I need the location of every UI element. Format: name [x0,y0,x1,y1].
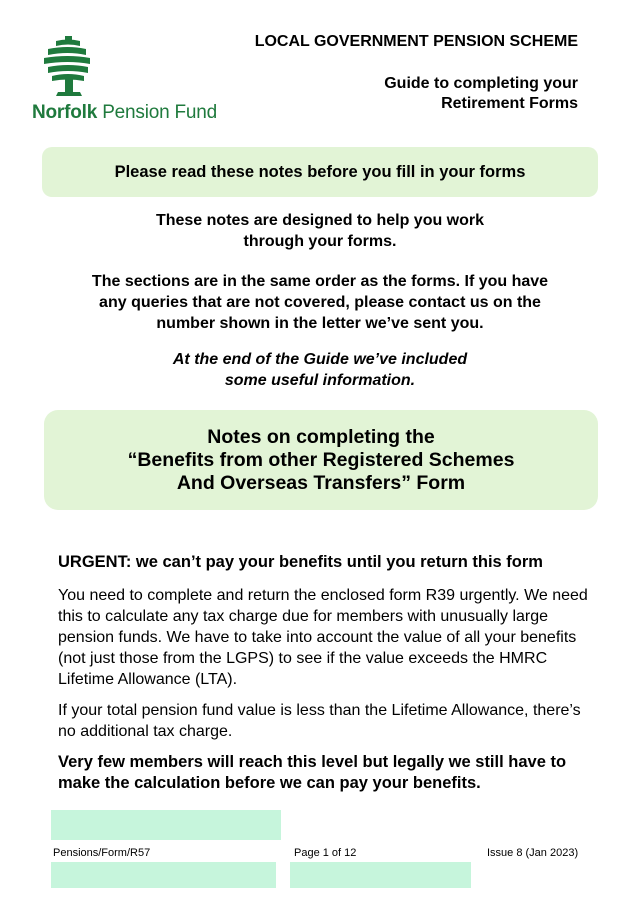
scheme-title: LOCAL GOVERNMENT PENSION SCHEME [254,33,578,50]
footer-bar-middle [290,862,471,888]
section-heading-banner: Notes on completing the “Benefits from other Registered Schemes And Overseas Transfers” Form [44,410,598,510]
logo-wordmark: Norfolk Pension Fund [32,102,218,123]
lifetime-allowance-paragraph: If your total pension fund value is less than the Lifetime Allowance, there’s no additional tax charge. [58,702,581,740]
norfolk-pension-fund-logo [30,34,230,124]
footer-page-number: Page 1 of 12 [294,847,357,859]
intro-paragraph-2: The sections are in the same order as the forms. If you have any queries that are not covered, please contact us on the number shown in the letter we’ve sent you. [91,273,549,332]
intro-paragraph-1: These notes are designed to help you work through your forms. [155,212,485,250]
read-notes-banner: Please read these notes before you fill in your forms [42,147,598,197]
calculation-note-paragraph: Very few members will reach this level but legally we still have to make the calculation before we can pay your benefits. [58,753,567,792]
tree-icon [38,34,98,98]
form-r39-paragraph: You need to complete and return the enclosed form R39 urgently. We need this to calculate any tax charge due for members with unusually large pension funds. We have to take into account the value of all your benefits (not just those from the LGPS) to see if the value exceeds the HMRC Lifetime Allowance (LTA). [58,587,588,688]
footer-bar-top [51,810,281,840]
footer-issue: Issue 8 (Jan 2023) [487,847,579,859]
guide-title: Guide to completing your Retirement Forms [384,75,578,112]
footer-form-ref: Pensions/Form/R57 [53,847,151,859]
urgent-heading: URGENT: we can’t pay your benefits until you return this form [58,553,543,571]
footer-bar-left [51,862,276,888]
intro-useful-info: At the end of the Guide we’ve included some useful information. [172,351,468,389]
